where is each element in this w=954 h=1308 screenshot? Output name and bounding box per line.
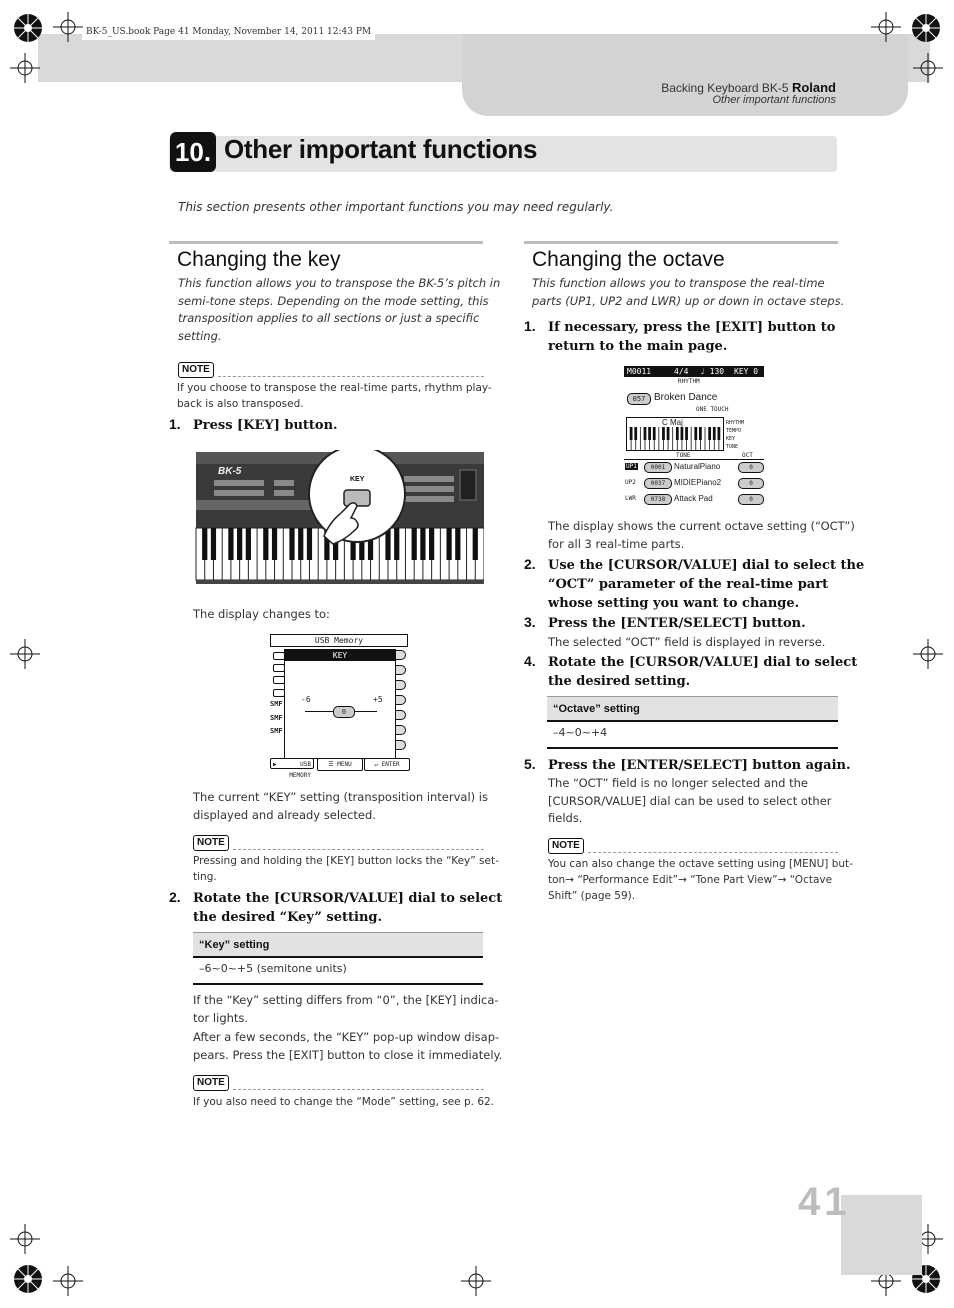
crop-mark-icon [13, 1264, 43, 1294]
key-max-value: +5 [373, 695, 383, 704]
lcd-side-label: SMF [270, 700, 283, 708]
lcd-black-key [685, 427, 688, 440]
key-lcd-screen [270, 634, 408, 779]
section-title-changing-octave: Changing the octave [532, 248, 725, 271]
lcd-black-key [699, 427, 702, 440]
keyboard-brand-label: BK-5 [218, 466, 242, 477]
running-section-title: Other important functions [712, 94, 836, 106]
section-title-changing-key: Changing the key [177, 248, 341, 271]
lcd-black-key [681, 427, 684, 440]
key-intro: This function allows you to transpose the BK-5’s pitch in semi-tone steps. Depending on the mode setting, this transposition applies to all sections or just a specific setting. [178, 276, 501, 343]
octave-setting-table-header: “Octave” setting [547, 696, 838, 722]
step-number: 2. [169, 889, 181, 905]
lcd-black-key [676, 427, 679, 440]
lcd-side-label: SMF [270, 727, 283, 735]
black-key [394, 528, 399, 560]
black-key [263, 528, 268, 560]
key-button-label: KEY [350, 476, 365, 483]
page-number: 41 [798, 1180, 851, 1224]
step-text: Press the [ENTER/SELECT] button. [548, 616, 806, 631]
step-number: 4. [524, 653, 536, 669]
crop-mark-icon [911, 13, 941, 43]
crosshair-icon [871, 12, 901, 42]
octave-after-lcd: The display shows the current octave setting (“OCT”) for all 3 real-time parts. [548, 519, 855, 551]
lcd-black-key [634, 427, 637, 440]
black-key [412, 528, 417, 560]
lcd-black-key [694, 427, 697, 440]
lcd-rhythm-label: RHYTHM [678, 378, 700, 385]
black-key [446, 528, 451, 560]
chapter-number: 10. [170, 132, 216, 172]
step-number: 2. [524, 556, 536, 572]
black-key [246, 528, 251, 560]
key-after-table-1: If the “Key” setting differs from “0”, the [KEY] indica- tor lights. [193, 993, 499, 1025]
note-divider [588, 852, 838, 853]
key-popup-title: KEY [285, 650, 395, 661]
header-tab [462, 34, 908, 116]
lcd-side-label: SMF [270, 714, 283, 722]
main-lcd-screen [624, 366, 764, 508]
lcd-style-name: Broken Dance [654, 392, 718, 403]
key-after-table-2: After a few seconds, the “KEY” pop-up window disap- pears. Press the [EXIT] button to close it immediately. [193, 1030, 503, 1062]
lcd-side-list: RHYTHM TEMPO KEY TONE [726, 420, 745, 450]
lcd-top-label: USB Memory [270, 634, 408, 647]
page-number-box [841, 1195, 922, 1275]
black-key [473, 528, 478, 560]
black-key [429, 528, 434, 560]
lcd-black-key [667, 427, 670, 440]
key-setting-table-cell: –6~0~+5 (semitone units) [193, 959, 483, 985]
black-key [455, 528, 460, 560]
crosshair-icon [10, 53, 40, 83]
note-badge: NOTE [178, 362, 214, 378]
key-setting-table-header: “Key” setting [193, 932, 483, 958]
black-key [298, 528, 303, 560]
step-text: Press the [ENTER/SELECT] button again. [548, 758, 851, 773]
crosshair-icon [461, 1266, 491, 1296]
note-text: You can also change the octave setting using [MENU] but- ton→ “Performance Edit”→ “Tone Part View”→ “Octave Shift” (page 59). [548, 858, 853, 902]
lcd-mode: M0011 [627, 367, 652, 376]
lcd-black-key [708, 427, 711, 440]
lcd-tone-header: TONE [676, 452, 691, 459]
key-min-value: -6 [301, 695, 311, 704]
lcd-one-touch: ONE TOUCH [696, 406, 729, 413]
lcd-chord: C Maj [662, 418, 683, 427]
note-badge: NOTE [193, 1075, 229, 1091]
lcd-part-row: UP2 0037 MIDIEPiano2 0 [624, 478, 764, 490]
lcd-black-key [653, 427, 656, 440]
note-badge: NOTE [193, 835, 229, 851]
black-key [420, 528, 425, 560]
lcd-usb-memory-button[interactable]: ▶ USB MEMORY [270, 758, 314, 769]
section-rule [169, 241, 483, 244]
crosshair-icon [53, 12, 83, 42]
crosshair-icon [10, 639, 40, 669]
step-text: Press [KEY] button. [193, 418, 338, 433]
lcd-part-row: LWR 0738 Attack Pad 0 [624, 494, 764, 506]
black-key [289, 528, 294, 560]
lcd-black-key [648, 427, 651, 440]
crosshair-icon [53, 1266, 83, 1296]
lcd-tempo: ♩ 130 [700, 367, 725, 376]
product-line: Backing Keyboard BK-5 Roland [661, 80, 836, 95]
step-body: The “OCT” field is no longer selected and the [CURSOR/VALUE] dial can be used to select other fields. [548, 776, 832, 825]
black-key [202, 528, 207, 560]
crosshair-icon [913, 53, 943, 83]
lcd-key: KEY 0 [734, 367, 759, 376]
octave-intro: This function allows you to transpose the real-time parts (UP1, UP2 and LWR) up or down in octave steps. [532, 276, 845, 308]
black-key [272, 528, 277, 560]
crosshair-icon [10, 1224, 40, 1254]
note-badge: NOTE [548, 838, 584, 854]
step-text: If necessary, press the [EXIT] button to return to the main page. [548, 320, 836, 354]
black-key [211, 528, 216, 560]
lcd-enter-button[interactable]: ↵ ENTER [364, 758, 410, 771]
lcd-black-key [717, 427, 720, 440]
black-key [237, 528, 242, 560]
note-text: If you choose to transpose the real-time parts, rhythm play- back is also transposed. [177, 382, 492, 410]
lcd-menu-button[interactable]: ☰ MENU [317, 758, 363, 771]
chapter-title: Other important functions [224, 134, 538, 164]
lcd-meter: 4/4 [674, 367, 689, 376]
display-changes-text: The display changes to: [193, 607, 330, 621]
section-rule [524, 241, 838, 244]
note-divider [233, 849, 484, 850]
key-after-lcd: The current “KEY” setting (transposition interval) is displayed and already selected. [193, 790, 488, 822]
key-slider-value: 0 [333, 706, 355, 718]
note-text: If you also need to change the “Mode” setting, see p. 62. [193, 1096, 495, 1108]
step-text: Rotate the [CURSOR/VALUE] dial to select the desired “Key” setting. [193, 891, 503, 925]
book-print-line: BK-5_US.book Page 41 Monday, November 14, 2011 12:43 PM [82, 24, 375, 40]
black-key [307, 528, 312, 560]
note-divider [233, 1089, 484, 1090]
step-number: 1. [169, 416, 181, 432]
black-key [228, 528, 233, 560]
note-text: Pressing and holding the [KEY] button locks the “Key” set- ting. [193, 855, 499, 883]
chapter-intro: This section presents other important functions you may need regularly. [178, 200, 614, 214]
crosshair-icon [913, 639, 943, 669]
lcd-black-key [644, 427, 647, 440]
octave-setting-table-cell: –4~0~+4 [547, 723, 838, 749]
lcd-divider [624, 459, 764, 460]
lcd-part-row: UP1 0001 NaturalPiano 0 [624, 462, 764, 474]
lcd-oct-header: OCT [742, 452, 753, 459]
step-text: Use the [CURSOR/VALUE] dial to select the “OCT” parameter of the real-time part whose setting you want to change. [548, 558, 865, 611]
step-number: 1. [524, 318, 536, 334]
step-number: 3. [524, 614, 536, 630]
lcd-style-number: 057 [627, 393, 651, 405]
key-popup-window [284, 649, 396, 759]
step-body: The selected “OCT” field is displayed in reverse. [548, 635, 826, 649]
crop-mark-icon [13, 13, 43, 43]
lcd-black-key [630, 427, 633, 440]
note-divider [218, 376, 484, 377]
lcd-black-key [662, 427, 665, 440]
step-number: 5. [524, 756, 536, 772]
step-text: Rotate the [CURSOR/VALUE] dial to select the desired setting. [548, 655, 858, 689]
lcd-black-key [713, 427, 716, 440]
